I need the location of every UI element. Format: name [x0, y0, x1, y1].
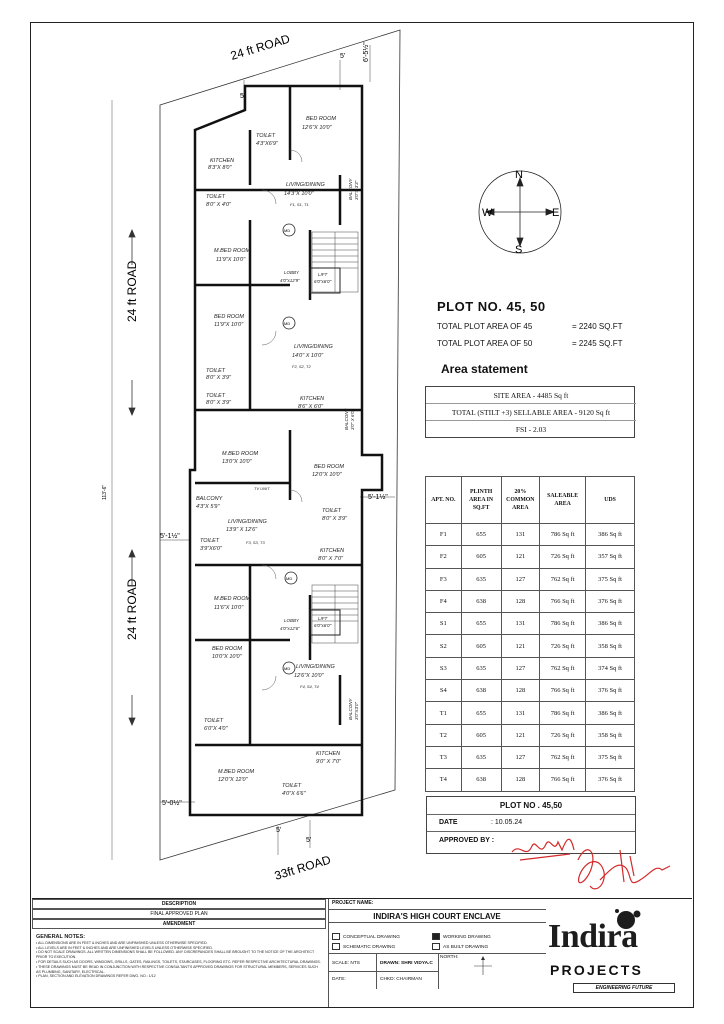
- table-cell: 128: [501, 680, 539, 702]
- option-label: AS BUILT DRAWING: [443, 944, 489, 950]
- plot-area-label: TOTAL PLOT AREA OF 45: [437, 322, 533, 331]
- north-label: NORTH:: [440, 955, 459, 960]
- north-arrow-icon: [472, 955, 494, 977]
- note-line: • ALL DIMENSIONS ARE IN FEET & INCHES AND ARE UNFINISHED UNLESS OTHERWISE SPECIFIED.: [36, 940, 208, 945]
- final-plan-row: FINAL APPROVED PLAN: [32, 909, 326, 919]
- room-name: TOILET: [204, 718, 224, 724]
- room-name: BALCONY: [196, 496, 223, 502]
- company-tagline: ENGINEERING FUTURE: [573, 983, 675, 993]
- md-label: MD: [284, 321, 291, 326]
- table-cell: 358 Sq ft: [586, 635, 635, 657]
- table-cell: 376 Sq ft: [586, 590, 635, 612]
- checkbox-filled-icon: [432, 933, 440, 940]
- room-size: 13'9" X 12'6": [226, 527, 258, 533]
- table-cell: 376 Sq ft: [586, 769, 635, 791]
- setback-bottom-b: 5': [276, 827, 282, 834]
- room-size: 6'0"X 4'0": [204, 726, 228, 732]
- room-size: 12'6"X 10'0": [294, 673, 324, 679]
- room-name: LOBBY: [284, 270, 300, 275]
- checkbox-empty-icon: [332, 933, 340, 940]
- room-name: BALCONY: [348, 178, 353, 200]
- room-size: 13'0"X 10'0": [222, 459, 252, 465]
- compass-e: E: [552, 207, 560, 219]
- table-cell: 786 Sq ft: [540, 524, 586, 546]
- room-size: 8'0" X 7'0": [318, 556, 343, 562]
- description-header: DESCRIPTION: [32, 899, 326, 909]
- table-cell: 376 Sq ft: [586, 680, 635, 702]
- table-cell: 386 Sq ft: [586, 524, 635, 546]
- plot-area-50: [437, 339, 637, 348]
- room-size: 11'6"X 10'0": [214, 605, 244, 611]
- room-name: LIVING/DINING: [286, 182, 325, 188]
- room-size: 8'0" X 3'9": [206, 400, 231, 406]
- scale-label: SCALE: NTS: [332, 961, 360, 966]
- table-cell: 128: [501, 769, 539, 791]
- room-size: 3'0"X 3'3": [354, 180, 359, 200]
- plot-area-label: TOTAL PLOT AREA OF 50: [437, 339, 533, 348]
- room-name: BED ROOM: [306, 116, 336, 122]
- fsi: FSI - 2.03: [515, 425, 547, 434]
- divider: [328, 953, 546, 954]
- table-row: [426, 724, 635, 746]
- setback-top-b: 6'-5½": [363, 42, 370, 62]
- checkbox-empty-icon: [332, 943, 340, 950]
- room-name: M.BED ROOM: [218, 769, 255, 775]
- apartment-tag: F1, S1, T1: [290, 202, 309, 207]
- table-cell: F2: [426, 546, 462, 568]
- road-label-west-upper: 24 ft ROAD: [125, 260, 139, 322]
- md-label: MD: [284, 666, 291, 671]
- table-cell: 386 Sq ft: [586, 702, 635, 724]
- table-cell: 121: [501, 724, 539, 746]
- room-size: 11'9"X 10'0": [216, 257, 246, 263]
- table-cell: 605: [461, 635, 501, 657]
- room-size: 9'0" X 7'0": [316, 759, 341, 765]
- column-header: APT. NO.: [426, 477, 462, 524]
- table-cell: S2: [426, 635, 462, 657]
- column-header: PLINTH AREA IN SQ.FT: [461, 477, 501, 524]
- table-cell: 605: [461, 546, 501, 568]
- setback-top-a: 5': [340, 53, 346, 60]
- table-cell: 375 Sq ft: [586, 746, 635, 768]
- divider: [438, 953, 439, 989]
- room-name: BED ROOM: [314, 464, 344, 470]
- table-row: [426, 635, 635, 657]
- room-name: LIFT: [318, 272, 328, 277]
- md-label: MD: [284, 228, 291, 233]
- overall-dimension: 113'-6": [102, 484, 108, 500]
- table-cell: 121: [501, 635, 539, 657]
- divider: [376, 953, 377, 989]
- table-cell: 762 Sq ft: [540, 746, 586, 768]
- table-cell: T1: [426, 702, 462, 724]
- plot-area-45: [437, 322, 637, 331]
- table-cell: 127: [501, 568, 539, 590]
- table-cell: 786 Sq ft: [540, 613, 586, 635]
- project-name-label: PROJECT NAME:: [332, 900, 374, 906]
- notes-title: GENERAL NOTES:: [36, 934, 86, 940]
- table-cell: 726 Sq ft: [540, 546, 586, 568]
- option-label: SCHEMATIC DRAWING: [343, 944, 396, 950]
- table-row: [426, 680, 635, 702]
- column-header: 20% COMMON AREA: [501, 477, 539, 524]
- room-size: 3'9"X6'0": [200, 546, 222, 552]
- room-name: BALCONY: [344, 408, 349, 430]
- compass-s: S: [515, 244, 523, 256]
- room-name: BED ROOM: [212, 646, 242, 652]
- table-row: [426, 546, 635, 568]
- setback-bottom-a: 5': [306, 837, 312, 844]
- table-cell: 638: [461, 769, 501, 791]
- room-name: TOILET: [206, 368, 226, 374]
- staircase-lower: [312, 585, 358, 643]
- column-header: SALEABLE AREA: [540, 477, 586, 524]
- table-cell: 131: [501, 613, 539, 635]
- table-row: [426, 568, 635, 590]
- room-size: 3'0" X 6'0": [350, 409, 355, 430]
- room-name: LIVING/DINING: [294, 344, 333, 350]
- plot-area-value: = 2245 SQ.FT: [572, 339, 623, 348]
- amendment-header: AMENDMENT: [32, 919, 326, 929]
- room-name: TOILET: [282, 783, 302, 789]
- room-name: TV UNIT: [254, 486, 270, 491]
- room-size: 4'3"X6'9": [256, 141, 278, 147]
- table-row: [426, 657, 635, 679]
- table-cell: S4: [426, 680, 462, 702]
- note-line: • FOR DETAILS SUCH AS DOORS, WINDOWS, GRILLS, GATES, RAILINGS, TOILETS, STAIRCASES, FLOORING ETC. REFER RESPECTIVE ARCHITECTURAL DRAWINGS.: [36, 959, 321, 964]
- table-cell: 766 Sq ft: [540, 680, 586, 702]
- room-name: KITCHEN: [210, 158, 235, 164]
- room-size: 11'9"X 10'0": [214, 322, 244, 328]
- option-label: CONCEPTUAL DRAWING: [343, 934, 400, 940]
- saleable-area: TOTAL (STILT +3) SELLABLE AREA - 9120 Sq ft: [426, 404, 636, 421]
- table-row: [426, 524, 635, 546]
- room-name: TOILET: [200, 538, 220, 544]
- apartment-area-table: [425, 476, 635, 792]
- table-cell: 386 Sq ft: [586, 613, 635, 635]
- room-name: LIVING/DINING: [296, 664, 335, 670]
- compass-w: W: [482, 207, 493, 219]
- option-label: WORKING DRAWING: [443, 934, 491, 940]
- compass-n: N: [515, 169, 523, 181]
- approval-plot-title: PLOT NO . 45,50: [427, 797, 635, 815]
- table-cell: 762 Sq ft: [540, 568, 586, 590]
- date-label: DATE: [439, 819, 458, 826]
- room-name: LIFT: [318, 616, 328, 621]
- room-size: 4'3"X 5'9": [196, 504, 220, 510]
- room-size: 10'0"X 10'0": [212, 654, 242, 660]
- date-value: : 10.05.24: [491, 819, 523, 826]
- table-cell: 374 Sq ft: [586, 657, 635, 679]
- room-name: M.BED ROOM: [214, 596, 251, 602]
- room-name: TOILET: [256, 133, 276, 139]
- apartment-tag: F2, S2, T2: [292, 364, 311, 369]
- note-line: • ALL LEVELS ARE IN FEET & INCHES AND ARE UNFINISHED LEVELS UNLESS OTHERWISE SPECIFIED.: [36, 945, 213, 950]
- room-name: TOILET: [206, 194, 226, 200]
- table-cell: S1: [426, 613, 462, 635]
- checkbox-empty-icon: [432, 943, 440, 950]
- company-logo-sub: PROJECTS: [550, 962, 644, 978]
- schematic-drawing-option: [332, 943, 395, 950]
- table-row: [426, 746, 635, 768]
- table-row: [426, 702, 635, 724]
- room-size: 12'6"X 10'0": [302, 125, 332, 131]
- table-cell: 638: [461, 590, 501, 612]
- area-statement-heading: Area statement: [441, 362, 528, 376]
- table-cell: F3: [426, 568, 462, 590]
- note-line: • PLAN, SECTION AND ELEVATION DRAWINGS REFER DWG. NO.: 1/12: [36, 974, 156, 979]
- table-row: [426, 769, 635, 791]
- room-size: 14'0" X 10'0": [292, 353, 324, 359]
- area-statement-box: [425, 386, 635, 438]
- table-cell: F4: [426, 590, 462, 612]
- apartment-tag: F4, S4, T4: [300, 684, 319, 689]
- room-name: LOBBY: [284, 618, 300, 623]
- date-field-label: DATE:: [332, 977, 346, 982]
- table-cell: 655: [461, 613, 501, 635]
- approved-by-label: APPROVED BY :: [439, 837, 495, 844]
- setback-left-mid: 5'-1½": [160, 533, 180, 540]
- setback-top-c: 5': [240, 93, 246, 100]
- room-size: 8'0" X 3'9": [322, 516, 347, 522]
- table-cell: 358 Sq ft: [586, 724, 635, 746]
- table-cell: 638: [461, 680, 501, 702]
- room-size: 8'0" X 4'0": [206, 202, 231, 208]
- table-cell: T3: [426, 746, 462, 768]
- table-cell: 121: [501, 546, 539, 568]
- table-cell: S3: [426, 657, 462, 679]
- room-size: 14'3"X 10'0": [284, 191, 314, 197]
- table-cell: 128: [501, 590, 539, 612]
- road-label-north: 24 ft ROAD: [228, 31, 292, 63]
- room-size: 8'0" X 3'9": [206, 375, 231, 381]
- room-size: 6'0"x6'0": [314, 279, 332, 284]
- note-line: • DO NOT SCALE DRAWINGS. ALL WRITTEN DIMENSIONS SHALL BE FOLLOWED. ANY DISCREPANCIES SHALL BE BROUGHT TO THE NOTICE OF THE ARCHITECT PRIOR TO EXECUTION.: [36, 950, 315, 960]
- table-cell: F1: [426, 524, 462, 546]
- table-cell: 635: [461, 746, 501, 768]
- setback-right-mid: 5'-1½": [368, 494, 388, 501]
- room-size: 3'0"X3'0": [354, 702, 359, 720]
- divider: [328, 971, 438, 972]
- room-name: KITCHEN: [316, 751, 341, 757]
- room-name: M.BED ROOM: [222, 451, 259, 457]
- general-notes: [36, 935, 321, 979]
- table-cell: T4: [426, 769, 462, 791]
- room-name: BED ROOM: [214, 314, 244, 320]
- room-name: TOILET: [206, 393, 226, 399]
- table-cell: 766 Sq ft: [540, 769, 586, 791]
- room-size: 4'0"X 6'6": [282, 791, 306, 797]
- table-cell: T2: [426, 724, 462, 746]
- table-row: [426, 590, 635, 612]
- room-size: 4'0"x12'9": [280, 278, 300, 283]
- site-area: SITE AREA - 4485 Sq ft: [426, 387, 636, 404]
- table-header-row: [426, 477, 635, 524]
- table-cell: 131: [501, 702, 539, 724]
- table-cell: 131: [501, 524, 539, 546]
- table-cell: 655: [461, 524, 501, 546]
- road-label-west-lower: 24 ft ROAD: [125, 578, 139, 640]
- room-name: KITCHEN: [300, 396, 325, 402]
- table-cell: 786 Sq ft: [540, 702, 586, 724]
- approval-signatures: [500, 820, 700, 910]
- note-line: • THESE DRAWINGS MUST BE READ IN CONJUNCTION WITH RESPECTIVE CONSULTANT'S APPROVED DRAWINGS FOR STRUCTURAL MEMBERS, SERVICES SUCH AS PLUMBING, SANITARY, ELECTRICAL.: [36, 964, 318, 974]
- working-drawing-option: [432, 933, 491, 940]
- conceptual-drawing-option: [332, 933, 400, 940]
- table-cell: 357 Sq ft: [586, 546, 635, 568]
- table-cell: 375 Sq ft: [586, 568, 635, 590]
- setback-left-bottom: 5'-0½": [162, 800, 182, 807]
- table-row: [426, 613, 635, 635]
- room-name: LIVING/DINING: [228, 519, 267, 525]
- project-name: INDIRA'S HIGH COURT ENCLAVE: [328, 909, 546, 923]
- door-swings: [262, 150, 302, 690]
- table-cell: 635: [461, 657, 501, 679]
- room-size: 12'0"X 12'0": [218, 777, 248, 783]
- room-size: 12'0"X 10'0": [312, 472, 342, 478]
- table-cell: 726 Sq ft: [540, 724, 586, 746]
- table-cell: 726 Sq ft: [540, 635, 586, 657]
- plot-area-value: = 2240 SQ.FT: [572, 322, 623, 331]
- room-size: 4'0"x12'6": [280, 626, 300, 631]
- checked-by-label: CHKD: CHAIRMAN: [380, 977, 422, 982]
- table-cell: 766 Sq ft: [540, 590, 586, 612]
- room-name: BALCONY: [348, 698, 353, 720]
- drawn-by-label: DRAWN: SHRI VIDYA.C: [380, 961, 433, 966]
- table-cell: 655: [461, 702, 501, 724]
- table-cell: 605: [461, 724, 501, 746]
- as-built-drawing-option: [432, 943, 488, 950]
- room-name: M.BED ROOM: [214, 248, 251, 254]
- road-label-south: 33ft ROAD: [272, 852, 333, 883]
- room-size: 8'3"X 8'0": [208, 165, 232, 171]
- table-cell: 635: [461, 568, 501, 590]
- room-name: KITCHEN: [320, 548, 345, 554]
- table-cell: 127: [501, 746, 539, 768]
- room-size: 8'6" X 6'0": [298, 404, 323, 410]
- apartment-tag: F3, S3, T3: [246, 540, 265, 545]
- room-size: 6'0"x6'0": [314, 623, 332, 628]
- md-label: MD: [286, 576, 293, 581]
- plot-title: PLOT NO. 45, 50: [437, 299, 546, 314]
- company-logo-wordmark: Indira: [548, 918, 638, 955]
- room-name: TOILET: [322, 508, 342, 514]
- column-header: UDS: [586, 477, 635, 524]
- table-cell: 762 Sq ft: [540, 657, 586, 679]
- table-cell: 127: [501, 657, 539, 679]
